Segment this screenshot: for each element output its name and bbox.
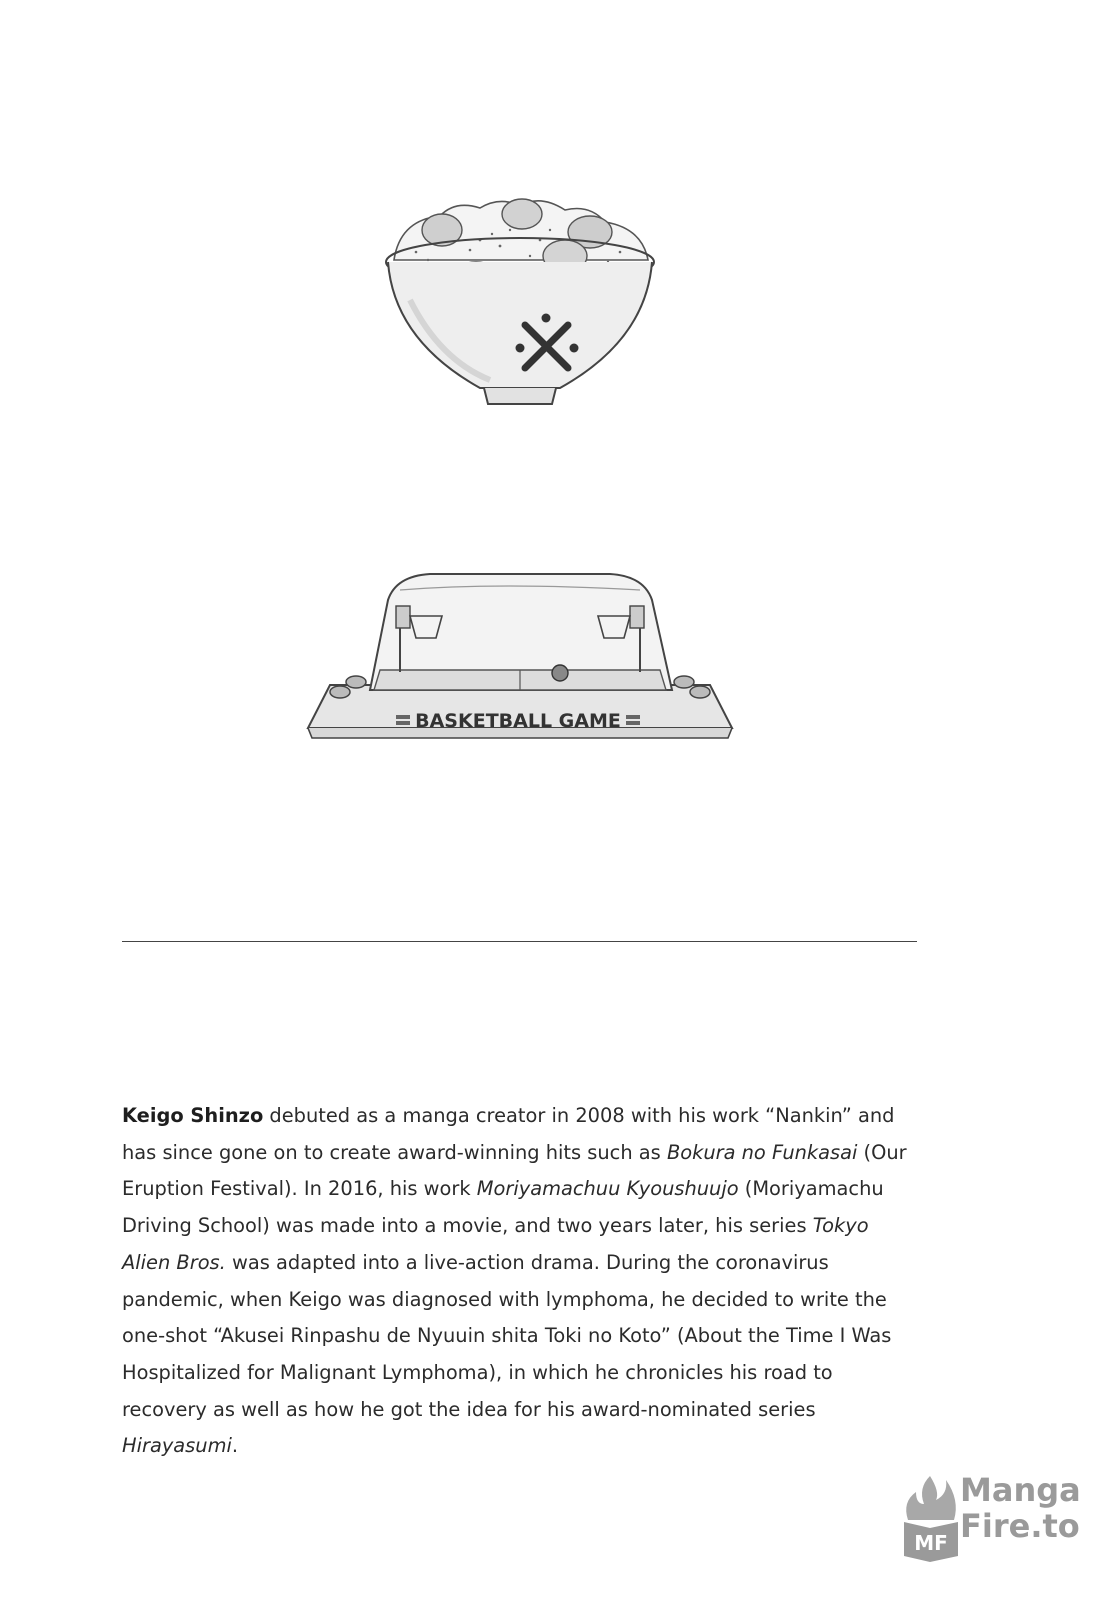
mangafire-watermark bbox=[900, 1470, 1080, 1580]
author-bio bbox=[122, 1098, 922, 1465]
bio-title-3: Tokyo Alien Bros. bbox=[122, 1214, 869, 1274]
bio-title-4: Hirayasumi bbox=[122, 1434, 232, 1458]
watermark-line-2: Fire.to bbox=[960, 1507, 1080, 1545]
bio-title-1: Bokura no Funkasai bbox=[666, 1140, 858, 1164]
basketball-game-icon bbox=[300, 560, 740, 750]
rice-bowl-icon bbox=[380, 190, 660, 420]
bio-text-2: (Our Eruption Festival). In 2016, his work bbox=[122, 1140, 907, 1201]
watermark-line-1: Manga bbox=[960, 1471, 1081, 1509]
section-divider bbox=[122, 941, 917, 942]
flame-book-icon bbox=[900, 1470, 962, 1562]
bio-title-2: Moriyamachuu Kyoushuujo bbox=[476, 1177, 739, 1201]
bio-text-3: (Moriyamachu Driving School) was made into a movie, and two years later, his series bbox=[122, 1177, 884, 1238]
bio-text-1: debuted as a manga creator in 2008 with his work “Nankin” and has since gone on to create award-winning hits such as bbox=[122, 1104, 895, 1164]
bio-text-5: . bbox=[231, 1434, 239, 1458]
svg-text:MF: MF bbox=[914, 1531, 948, 1555]
author-name: Keigo Shinzo bbox=[122, 1104, 264, 1127]
basketball-game-label: BASKETBALL GAME bbox=[415, 710, 621, 732]
bio-text-4: was adapted into a live-action drama. During the coronavirus pandemic, when Keigo was diagnosed with lymphoma, he decided to write the one-shot “Akusei Rinpashu de Nyuuin shita Toki no Koto” (About the Time I Was Hospitalized for Malignant Lymphoma), in which he chronicles his road to recovery as well as how he got the idea for his award-nominated series bbox=[122, 1250, 892, 1421]
